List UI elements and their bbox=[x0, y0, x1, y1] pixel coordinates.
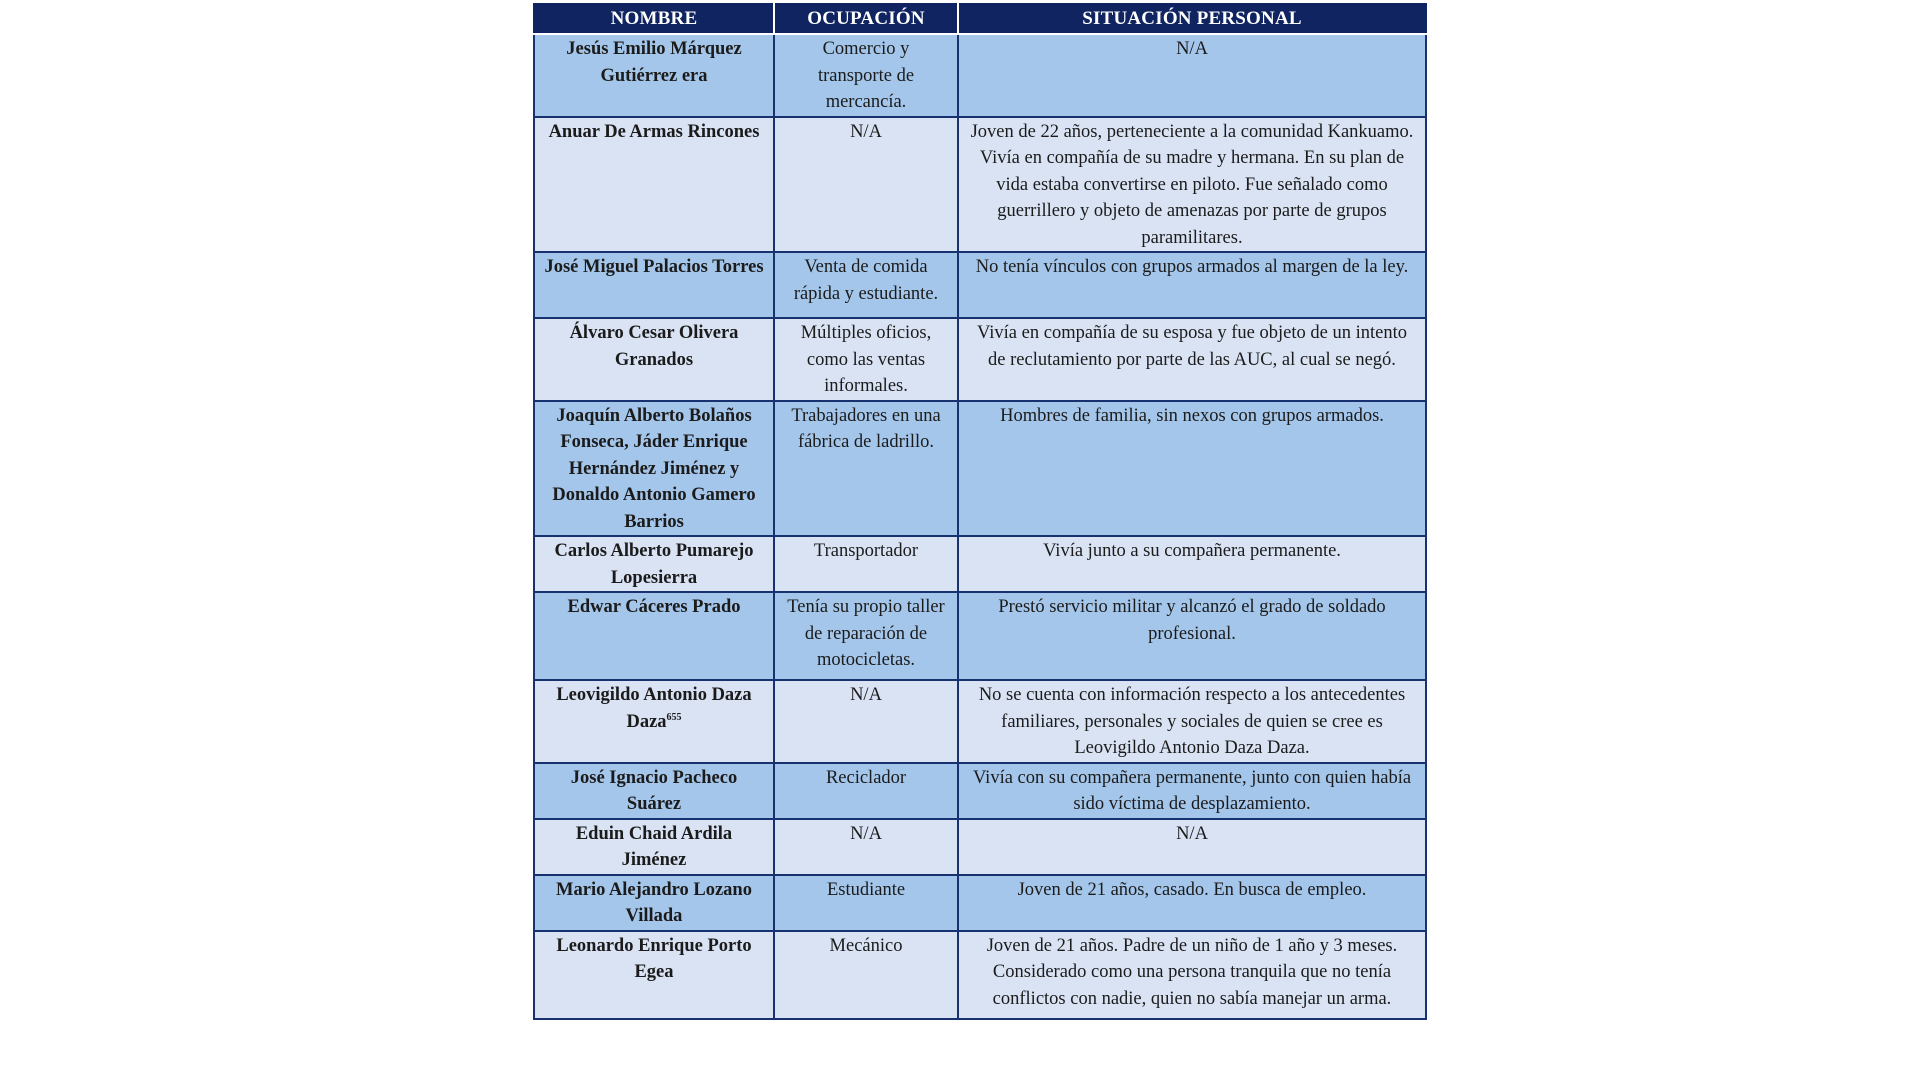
cell-name bbox=[534, 34, 774, 117]
header-occupation: OCUPACIÓN bbox=[774, 4, 958, 34]
cell-name bbox=[534, 875, 774, 931]
person-name: Joaquín Alberto Bolaños Fonseca, Jáder Enrique Hernández Jiménez y Donaldo Antonio Gamero Barrios bbox=[552, 405, 756, 532]
cell-name bbox=[534, 117, 774, 253]
table-row bbox=[534, 252, 1426, 318]
cell-occupation: Venta de comida rápida y estudiante. bbox=[774, 252, 958, 318]
table-row bbox=[534, 680, 1426, 763]
cell-situation: Vivía con su compañera permanente, junto con quien había sido víctima de desplazamiento. bbox=[958, 763, 1426, 819]
person-name: José Ignacio Pacheco Suárez bbox=[570, 767, 738, 814]
cell-situation: Vivía junto a su compañera permanente. bbox=[958, 536, 1426, 592]
person-name: Mario Alejandro Lozano Villada bbox=[556, 879, 752, 926]
person-name: Leonardo Enrique Porto Egea bbox=[556, 935, 752, 982]
cell-occupation: Reciclador bbox=[774, 763, 958, 819]
table-row bbox=[534, 592, 1426, 680]
cell-occupation: Múltiples oficios, como las ventas informales. bbox=[774, 318, 958, 401]
cell-occupation: Comercio y transporte de mercancía. bbox=[774, 34, 958, 117]
table-row bbox=[534, 117, 1426, 253]
cell-situation: Vivía en compañía de su esposa y fue objeto de un intento de reclutamiento por parte de las AUC, al cual se negó. bbox=[958, 318, 1426, 401]
cell-situation: No se cuenta con información respecto a los antecedentes familiares, personales y sociales de quien se cree es Leovigildo Antonio Daza Daza. bbox=[958, 680, 1426, 763]
cell-occupation: N/A bbox=[774, 117, 958, 253]
cell-situation: Prestó servicio militar y alcanzó el grado de soldado profesional. bbox=[958, 592, 1426, 680]
cell-situation: Joven de 21 años. Padre de un niño de 1 año y 3 meses. Considerado como una persona tranquila que no tenía conflictos con nadie, quien no sabía manejar un arma. bbox=[958, 931, 1426, 1019]
cell-occupation: Transportador bbox=[774, 536, 958, 592]
cell-name bbox=[534, 592, 774, 680]
person-name: Anuar De Armas Rincones bbox=[548, 121, 760, 142]
cell-name bbox=[534, 536, 774, 592]
cell-situation: Hombres de familia, sin nexos con grupos armados. bbox=[958, 401, 1426, 537]
cell-occupation: Trabajadores en una fábrica de ladrillo. bbox=[774, 401, 958, 537]
cell-name bbox=[534, 819, 774, 875]
header-name: NOMBRE bbox=[534, 4, 774, 34]
table-row bbox=[534, 318, 1426, 401]
cell-occupation: Mecánico bbox=[774, 931, 958, 1019]
person-name: José Miguel Palacios Torres bbox=[544, 257, 764, 277]
table-row bbox=[534, 875, 1426, 931]
cell-occupation: N/A bbox=[774, 680, 958, 763]
table-row bbox=[534, 536, 1426, 592]
cell-situation: Joven de 21 años, casado. En busca de empleo. bbox=[958, 875, 1426, 931]
cell-name bbox=[534, 931, 774, 1019]
cell-occupation: N/A bbox=[774, 819, 958, 875]
person-name: Eduin Chaid Ardila Jiménez bbox=[575, 823, 733, 870]
person-name: Álvaro Cesar Olivera Granados bbox=[569, 323, 739, 370]
table-row bbox=[534, 819, 1426, 875]
cell-occupation: Tenía su propio taller de reparación de motocicletas. bbox=[774, 592, 958, 680]
cell-name bbox=[534, 318, 774, 401]
footnote-marker: 655 bbox=[666, 711, 682, 723]
person-name: Edwar Cáceres Prado bbox=[567, 597, 741, 617]
victims-table bbox=[533, 3, 1427, 1020]
cell-name bbox=[534, 401, 774, 537]
cell-name bbox=[534, 763, 774, 819]
table-row bbox=[534, 401, 1426, 537]
header-row bbox=[534, 4, 1426, 34]
cell-situation: N/A bbox=[958, 34, 1426, 117]
person-name: Carlos Alberto Pumarejo Lopesierra bbox=[554, 541, 754, 588]
cell-situation: Joven de 22 años, perteneciente a la comunidad Kankuamo. Vivía en compañía de su madre y hermana. En su plan de vida estaba convertirse en piloto. Fue señalado como guerrillero y objeto de amenazas por parte de grupos paramilitares. bbox=[958, 117, 1426, 253]
person-name: Jesús Emilio Márquez Gutiérrez era bbox=[566, 39, 742, 86]
cell-name bbox=[534, 680, 774, 763]
header-situation: SITUACIÓN PERSONAL bbox=[958, 4, 1426, 34]
cell-situation: N/A bbox=[958, 819, 1426, 875]
person-name: Leovigildo Antonio Daza Daza bbox=[556, 685, 752, 732]
table-row bbox=[534, 34, 1426, 117]
cell-occupation: Estudiante bbox=[774, 875, 958, 931]
table-row bbox=[534, 931, 1426, 1019]
cell-name bbox=[534, 252, 774, 318]
cell-situation: No tenía vínculos con grupos armados al margen de la ley. bbox=[958, 252, 1426, 318]
table-row bbox=[534, 763, 1426, 819]
